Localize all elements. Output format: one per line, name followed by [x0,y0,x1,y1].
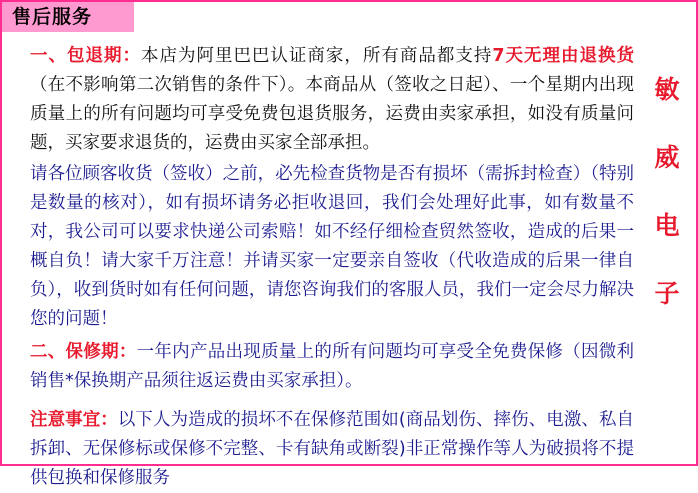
section-return-policy-text-after: （在不影响第二次销售的条件下）。本商品从（签收之日起）、一个星期内出现质量上的所有问题均可享受免费包退货服务，运费由卖家承担，如没有质量问题，买家要求退货的，运费由买家全部承担。 [30,75,634,153]
section-warranty [30,338,634,396]
content-area [2,38,640,488]
section-attention-heading: 注意事宜： [30,410,118,430]
section-warranty-text: 一年内产品出现质量上的所有问题均可享受全免费保修（因微利销售*保换期产品须往返运费由买家承担）。 [30,342,635,391]
section-return-policy-highlight: 7天无理由退换货 [492,46,634,66]
section-return-policy-heading: 一、包退期： [30,46,141,66]
vertical-char-1: 敏 [654,75,680,104]
section-inspection-notice: 请各位顾客收货（签收）之前，必先检查货物是否有损坏（需拆封检查）（特别是数量的核对），如有损坏请务必拒收退回，我们会处理好此事，如有数量不对，我公司可以要求快递公司索赔！如不经仔细检查贸然签收，造成的后果一概自负！请大家千万注意！并请买家一定要亲自签收（代收造成的后果一律自负），收到货时如有任何问题，请您咨询我们的客服人员，我们一定会尽力解决您的问题！ [30,164,634,329]
section-return-policy-text-before: 本店为阿里巴巴认证商家，所有商品都支持 [140,46,493,66]
vertical-char-3: 电 [654,211,680,240]
section-attention [30,406,634,493]
section-warranty-heading: 二、保修期： [30,342,137,362]
vertical-char-2: 威 [654,143,680,172]
section-attention-text: 以下人为造成的损坏不在保修范围如(商品划伤、摔伤、电激、私自拆卸、无保修标或保修不完整、卡有缺角或断裂)非正常操作等人为破损将不提供包换和保修服务 [30,410,635,488]
vertical-brand-text [644,56,690,328]
vertical-char-4: 子 [654,279,680,308]
section-return-policy [30,42,634,158]
page-title: 售后服务 [2,2,134,32]
